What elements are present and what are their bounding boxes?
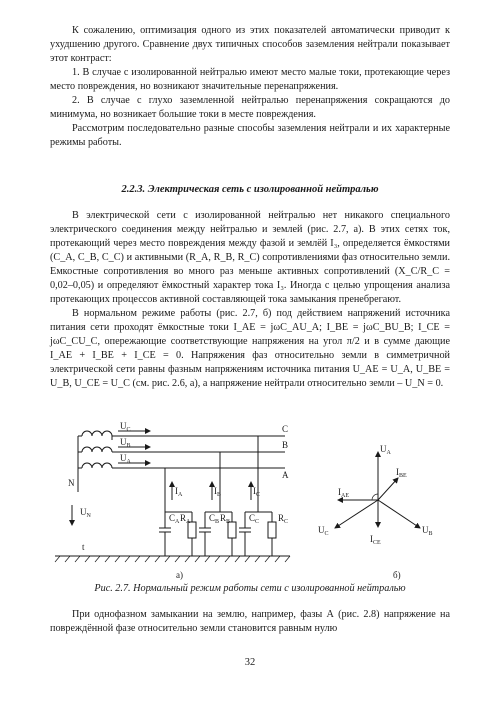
intro-paragraph-4: Рассмотрим последовательно разные способы заземления нейтрали и их характерные режимы работы. [50,123,450,148]
section-paragraph-1: В электрической сети с изолированной нейтралью нет никакого специального электрического соединения между нейтралью и землей (рис. 2.7, а). В этих сетях ток, протекающий через место повреждения между фазой и землёй I₃, определяется ёмкостями (C_A, C_B, C_C) и активными (R_A, R_B, R_C) сопротивлениями фаз относительно земли. Емкостные сопротивления во много раз меньше активных сопротивлений (X_C/R_C = 0,02–0,05) и определяют ёмкостный характер тока I₃. Иногда с целью упрощения анализа протекающих процессов активной составляющей тока замыкания пренебрегают. [50,210,450,305]
outro-paragraph: При однофазном замыкании на землю, например, фазы А (рис. 2.8) напряжение на повреждённой фазе относительно земли становится равным нулю [50,609,450,634]
label-ib: $I_B$ [214,486,222,498]
section-paragraph-2: В нормальном режиме работы (рис. 2.7, б) под действием напряжений источника питания сети проходят ёмкостные токи I_AE = jωC_AU_A; I_BE = jωC_BU_B; I_CE = jωC_CU_C, опережающие соответствующие напряжения на угол π/2 и в сумме дающие I_AE + I_BE + I_CE = 0. Напряжения фаз относительно земли в симметричной электрической сети равны фазным напряжениям источника питания U_AE = U_A, U_BE = U_B, U_CE = U_C (см. рис. 2.6, а), а напряжение нейтрали относительно земли – U_N = 0. [50,308,450,389]
phasor-ub [378,500,420,528]
label-rc: $R_C$ [278,513,289,525]
label-un: $U_N$ [80,507,91,519]
label-v-ibe: $I_{BE}$ [396,467,407,479]
label-rb: $R_B$ [220,513,231,525]
label-uc: $U_C$ [120,421,131,433]
section-heading: 2.2.3. Электрическая сеть с изолированной нейтралью [121,184,379,195]
label-v-ua: $U_A$ [380,444,391,456]
phasor-diagram [335,452,420,528]
circuit-diagram [55,431,290,562]
bus-label-c: C [282,424,289,434]
intro-paragraph-1: К сожалению, оптимизация одного из этих показателей автоматически приводит к ухудшению другого. Сравнение двух типичных способов заземления нейтрали показывает этот контраст: [50,25,450,64]
phasor-ibe [378,478,398,500]
label-ra: $R_A$ [180,513,191,525]
bus-label-a: A [282,470,289,480]
neutral-label: N [68,478,75,488]
label-v-iae: $I_{AE}$ [338,487,349,499]
figure-caption: Рис. 2.7. Нормальный режим работы сети с изолированной нейтралью [94,583,406,594]
page-number: 32 [244,657,256,668]
label-v-uc: $U_C$ [318,525,329,537]
phasor-labels [318,444,433,580]
label-ic: $I_C$ [253,486,261,498]
label-ca: $C_A$ [169,513,180,525]
label-v-ice: $I_{CE}$ [370,534,381,546]
ground-label: t [82,542,85,552]
label-ua: $U_A$ [120,453,131,465]
winding-b [82,447,112,452]
intro-paragraph-2: 1. В случае с изолированной нейтралью имеют место малые токи, протекающие через место повреждения, но возникают значительные перенапряжения. [50,67,450,92]
intro-paragraph-3: 2. В случае с глухо заземленной нейтралью перенапряжения сокращаются до минимума, но возникает большие токи в месте повреждения. [50,95,450,120]
label-ub: $U_B$ [120,437,131,449]
bus-label-b: B [282,440,289,450]
panel-b-label: б) [393,570,401,580]
label-ia: $I_A$ [175,486,183,498]
winding-a [82,463,112,468]
winding-c [82,431,112,436]
label-cc: $C_C$ [249,513,260,525]
label-cb: $C_B$ [209,513,220,525]
panel-a-label: а) [176,570,183,580]
phasor-uc [335,500,378,528]
label-v-ub: $U_B$ [422,525,433,537]
outro-text [50,608,450,636]
